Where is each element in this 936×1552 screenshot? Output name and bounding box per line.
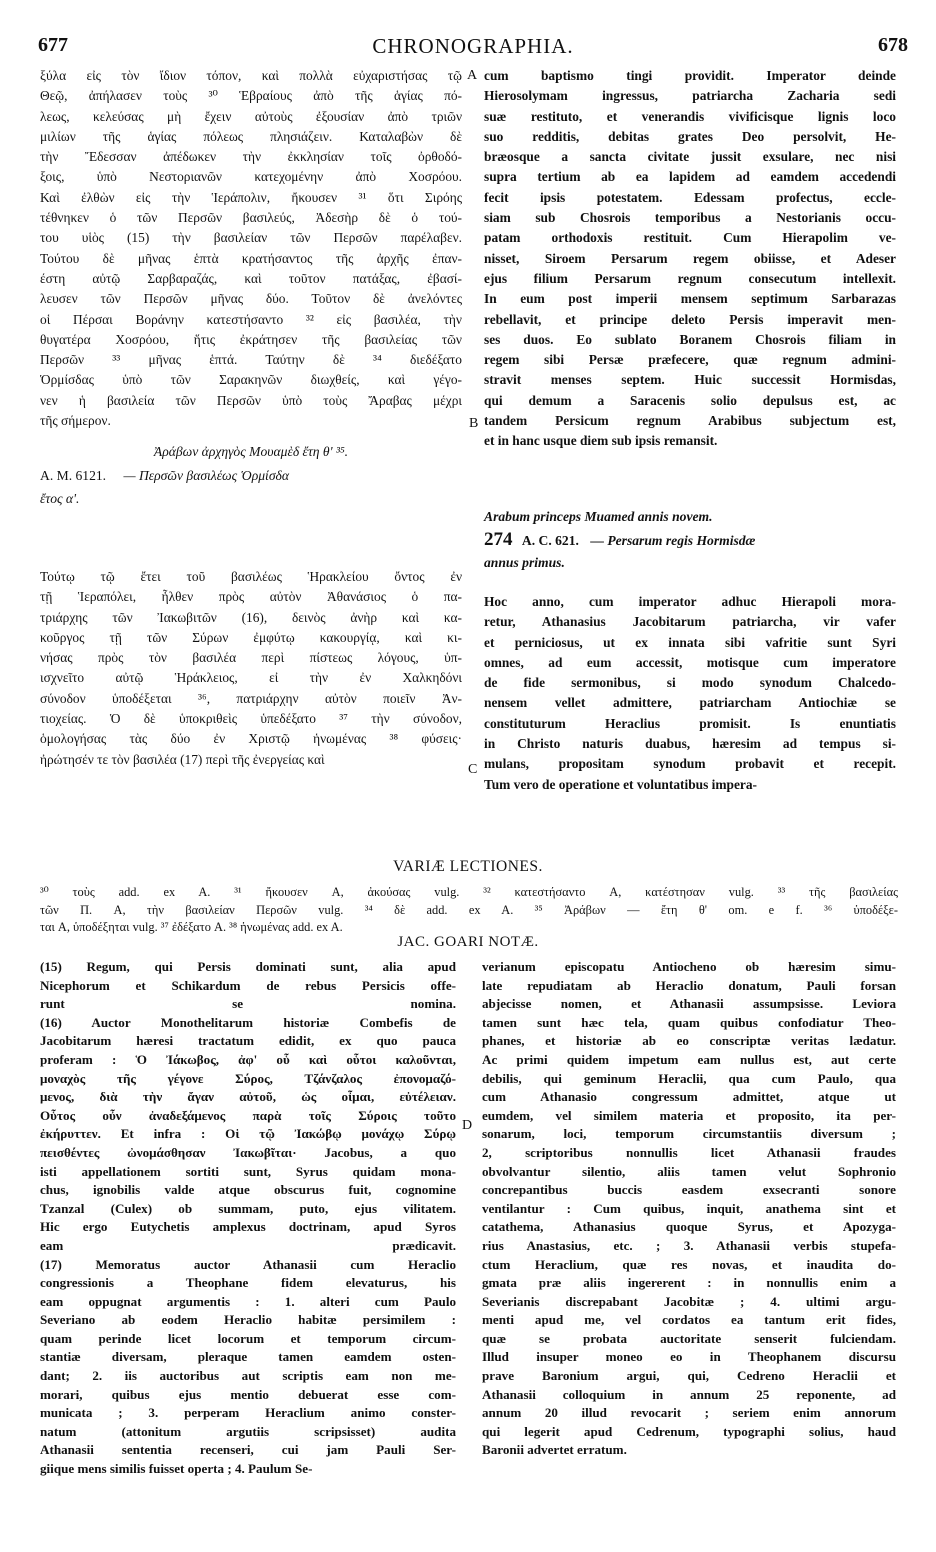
note-line: tamen sunt hæc tela, quam quibus confodiatur Theo- xyxy=(482,1014,896,1030)
greek-text-line: ὁμολογήσας τὰς δύο ἐν Χριστῷ ἡνωμένας ³⁸ φύσεις· xyxy=(40,731,462,747)
latin-text-line: Hoc anno, cum imperator adhuc Hierapoli mora- xyxy=(484,594,896,609)
note-line: Tzanzal (Culex) ob summam, puto, ejus vilitatem. xyxy=(40,1200,456,1216)
latin-text-line: retur, Athanasius Jacobitarum patriarcha, vir vafer xyxy=(484,614,896,630)
latin-text-line: in Christo naturis duabus, hæresim ad tempus si- xyxy=(484,736,896,752)
greek-heading-arab-leader: Ἀράβων ἀρχηγὸς Μουαμὲδ ἔτη θ' ³⁵. xyxy=(153,444,349,459)
note-line: prave Baronium argui, qui, Cedreno Heraclii et xyxy=(482,1368,896,1384)
greek-heading-year-first: ἔτος α'. xyxy=(40,491,80,506)
greek-text-line: τιοχείας. Ὁ δὲ ὑποκριθεὶς ὑπεδέξατο ³⁷ τὴν σύνοδον, xyxy=(40,711,462,727)
greek-text-line: Τούτῳ τῷ ἔτει τοῦ βασιλέως Ἡρακλείου ὄντος ἐν xyxy=(40,569,462,584)
latin-text-line: ses duos. Eo sublato Boranem Chosrois filiam in xyxy=(484,331,896,347)
latin-text-line: supra tertium ab ea lapidem ad eamdem accedendi xyxy=(484,169,896,185)
page-number-right: 678 xyxy=(878,34,908,56)
notes-right-column xyxy=(482,958,896,1460)
note-line: (15) Regum, qui Persis dominati sunt, alia apud xyxy=(40,959,456,974)
note-line: natum (attonitum argutiis scripsisset) audita xyxy=(40,1423,456,1439)
note-line: Ac primi quidem impetum eam nullus est, aut certe xyxy=(482,1051,896,1067)
latin-text-line: ejus filium Persarum regnum consecutum intellexit. xyxy=(484,270,896,286)
latin-text-line: nisset, Siroem Persarum regem obiisse, et Adeser xyxy=(484,250,896,266)
greek-king-heading: — Περσῶν βασιλέως Ὁρμίσδα xyxy=(123,468,289,483)
margin-letter-b: B xyxy=(469,416,479,431)
note-line: Οὗτος οὖν ἀναδεξάμενος παρὰ τοῖς Σύροις τοῦτο xyxy=(40,1107,456,1123)
note-line: runt se nomina. xyxy=(40,996,456,1012)
latin-text-line: qui demum a Saracenis solio depulsus est, ac xyxy=(484,392,896,408)
note-line: Severianis discrepabant Jacobitæ ; 4. ultimi argu- xyxy=(482,1293,896,1309)
note-line: abjecisse nomen, et Athanasii assumpsisse. Leviora xyxy=(482,996,896,1012)
note-line: annum 20 illud revocarit ; seriem enim annorum xyxy=(482,1405,896,1421)
note-line: (16) Auctor Monothelitarum historiæ Combefis de xyxy=(40,1014,456,1030)
margin-letter-d: D xyxy=(462,1118,473,1133)
note-line: debilis, qui geminum Heraclii, qua cum Paulo, qua xyxy=(482,1070,896,1086)
greek-text-line: τῇ Ἱεραπόλει, ἦλθεν πρὸς αὐτὸν Ἀθανάσιος ὁ πα- xyxy=(40,589,462,605)
latin-text-line: siam sub Chosrois temporibus a Nestorianis occu- xyxy=(484,210,896,226)
greek-text-line: λευσεν τῶν Περσῶν μῆνας δύο. Τοῦτον δὲ ἀνελόντες xyxy=(40,291,462,307)
latin-heading-year-first: annus primus. xyxy=(484,555,565,570)
greek-text-line: ξύλα εἰς τὸν ἴδιον τόπον, καὶ πολλὰ εὐχαριστήσας τῷ xyxy=(40,68,462,83)
greek-text-line: οἱ Πέρσαι Βοράνην κατεστήσαντο ³² εἰς βασιλέα, τὴν xyxy=(40,311,462,327)
note-line: μενος, διὰ τὴν ἄγαν αὐτοῦ, ὡς οἶμαι, εὐτέλειαν. xyxy=(40,1089,456,1105)
note-line: qui legerit apud Cedrenum, typographi solius, haud xyxy=(482,1423,896,1439)
latin-text-line: rebellavit, et principe deleto Persis imperavit men- xyxy=(484,311,896,327)
greek-text-line: Περσῶν ³³ μῆνας ἑπτά. Ταύτην δὲ ³⁴ διεδέξατο xyxy=(40,352,462,368)
note-line: πεισθέντες ὠνομάσθησαν Ἰακωβῖται· Jacobus, a quo xyxy=(40,1144,456,1160)
note-line: congressionis a Theophane fidem elevaturus, his xyxy=(40,1275,456,1291)
note-line: municata ; 3. perperam Heraclium animo conster- xyxy=(40,1405,456,1421)
note-line: stantiæ diversam, pleraque tamen eamdem osten- xyxy=(40,1349,456,1365)
note-line: proferam : Ὁ Ἰάκωβος, ἀφ' οὗ καὶ οὗτοι καλοῦνται, xyxy=(40,1051,456,1067)
latin-text-line: tandem Persicum regnum Arabibus subjectum est, xyxy=(484,413,896,429)
note-line: quam perinde licet locorum et temporum circum- xyxy=(40,1330,456,1346)
greek-text-line: νεν ἡ βασιλεία τῶν Περσῶν ὑπὸ τοὺς Ἄραβας μέχρι xyxy=(40,392,462,408)
greek-text-line: ξοις, ὑπὸ Νεστοριανῶν κατεχομένην ἀπὸ Χοσρόου. xyxy=(40,169,462,185)
note-line: Hic ergo Eutychetis amplexus doctrinam, apud Syros xyxy=(40,1219,456,1235)
greek-text-line: ἠρώτησέν τε τὸν βασιλέα (17) περὶ τῆς ἐνεργείας καὶ xyxy=(40,751,325,767)
page-number-left: 677 xyxy=(38,34,68,56)
latin-text-column xyxy=(484,66,896,452)
greek-heading-year xyxy=(40,464,462,488)
latin-text-line: bræosque a sancta civitate jussit exsulare, nec nisi xyxy=(484,149,896,165)
note-line: giique mens similis fuisset operta ; 4. Paulum Se- xyxy=(40,1461,313,1477)
greek-text-line: θυγατέρα Χοσρόου, ἥτις ἐκράτησεν τῆς βασιλείας τῶν xyxy=(40,331,462,347)
latin-text-line: constituturum Heraclius promisit. Is enuntiatis xyxy=(484,715,896,731)
greek-text-line: ισχνεῖτο αὐτῷ Ἡράκλειος, εἰ τὴν ἐν Χαλκηδόνι xyxy=(40,670,462,686)
note-line: eam prædicavit. xyxy=(40,1237,456,1253)
note-line: gmata præ aliis ingererent : in nonnullis enim a xyxy=(482,1275,896,1291)
note-line: eumdem, vel similem materia et proposito, ita per- xyxy=(482,1107,896,1123)
greek-text-line: σύνοδον ὑποδέξεται ³⁶, πατριάρχην αὐτὸν ποιεῖν Ἀν- xyxy=(40,690,462,706)
greek-text-column xyxy=(40,66,462,431)
latin-text-line: et perniciosus, ut ex innata sibi vafritie sunt Syri xyxy=(484,634,896,650)
latin-text-line: regem sibi Persæ præfecere, quæ regnum admini- xyxy=(484,352,896,368)
note-line: ventilantur : Cum quibus, inquit, anathema sint et xyxy=(482,1200,896,1216)
greek-text-line: του υἱὸς (15) τὴν βασιλείαν τῶν Περσῶν παρέλαβεν. xyxy=(40,230,462,246)
greek-text-line: μιλίων τῆς ἁγίας πόλεως πλησιάζειν. Καταλαβὼν δὲ xyxy=(40,128,462,144)
latin-text-line: fecit ipsis potestatem. Edessam profectus, eccle- xyxy=(484,189,896,205)
note-line: Severiano ab eodem Heraclio habitæ persimilem : xyxy=(40,1312,456,1328)
greek-text-line: Θεῷ, ἀπήλασεν τοὺς ³⁰ Ἑβραίους ἀπὸ τῆς ἁγίας πό- xyxy=(40,88,462,104)
greek-text-line: νήσας πρὸς τὸν βασιλέα περὶ πίστεως λόγους, ὑπ- xyxy=(40,650,462,666)
latin-text-line: stravit menses septem. Huic successit Hormisdas, xyxy=(484,372,896,388)
note-line: morari, quibus ejus mentio debuerat esse com- xyxy=(40,1386,456,1402)
variant-reading-line: ται A, ὑποδέξηται vulg. ³⁷ ἐδέξατο A. ³⁸ ἡνωμένας add. ex A. xyxy=(40,920,343,934)
latin-text-line: In eum post imperii mensem septimum Sarbarazas xyxy=(484,291,896,307)
latin-year-label: A. C. 621. xyxy=(521,533,579,548)
note-line: isti appellationem sortiti sunt, Syrus quidam mona- xyxy=(40,1163,456,1179)
note-line: verianum episcopatu Antiocheno ob hæresim simu- xyxy=(482,959,896,974)
latin-text-line: patam orthodoxis restituit. Cum Hierapolim ve- xyxy=(484,230,896,246)
margin-letter-a: A xyxy=(467,68,478,83)
latin-heading-block xyxy=(484,506,896,574)
greek-text-line: τὴν Ἔδεσσαν ἀπέδωκεν τὴν ἐκκλησίαν τοῖς ὀρθοδό- xyxy=(40,149,462,165)
greek-text-line: Ὁρμίσδας ὑπὸ τῶν Σαρακηνῶν διωχθείς, καὶ γέγο- xyxy=(40,372,462,388)
note-line: menti apud me, vel cordatos ea tantum erit fides, xyxy=(482,1312,896,1328)
latin-text-column-continued xyxy=(484,592,896,795)
note-line: obvolvantur silentio, aliis tamen velut Sophronio xyxy=(482,1163,896,1179)
greek-text-line: κοῦργος τῇ τῶν Σύρων ἐμφύτῳ κακουργίᾳ, καὶ κι- xyxy=(40,629,462,645)
greek-text-line: τέθνηκεν ὁ τῶν Περσῶν βασιλεύς, Ἀδεσὴρ δὲ ὁ τού- xyxy=(40,210,462,226)
latin-text-line: Tum vero de operatione et voluntatibus impera- xyxy=(484,776,758,792)
variae-lectiones-title: VARIÆ LECTIONES. xyxy=(393,858,543,875)
note-line: Baronii advertet erratum. xyxy=(482,1442,627,1458)
note-line: Athanasii colloquium in annum 25 reponente, ad xyxy=(482,1386,896,1402)
latin-text-line: suæ restituto, et venerandis vivificisque lignis loco xyxy=(484,108,896,124)
section-number: 274 xyxy=(484,529,513,550)
note-line: chus, ignobilis valde atque obscurus fuit, cognomine xyxy=(40,1182,456,1198)
note-line: 2, scriptoribus nonnullis licet Athanasii fraudes xyxy=(482,1144,896,1160)
variae-lectiones-block xyxy=(40,884,898,937)
latin-heading-arab-leader: Arabum princeps Muamed annis novem. xyxy=(484,509,713,524)
latin-heading-year xyxy=(484,528,896,552)
note-line: Athanasii sententia recenseri, cui jam Pauli Ser- xyxy=(40,1442,456,1458)
note-line: dant; 2. iis auctoribus aut scriptis eam non me- xyxy=(40,1368,456,1384)
greek-heading-block xyxy=(40,440,462,510)
greek-text-line: τριάρχης τῶν Ἰακωβιτῶν (16), δεινὸς ἀνὴρ καὶ κα- xyxy=(40,609,462,625)
latin-text-line: Hierosolymam ingressus, patriarcha Zacharia sedi xyxy=(484,88,896,104)
greek-text-line: λεως, κελεύσας μὴ ἔχειν αὐτοὺς ἐξουσίαν ἀπὸ τριῶν xyxy=(40,108,462,124)
note-line: concrepantibus buccis easdem exsecranti sonore xyxy=(482,1182,896,1198)
note-line: Illud insuper moneo eo in Theophanem discursu xyxy=(482,1349,896,1365)
latin-text-line: et in hanc usque diem sub ipsis remansit. xyxy=(484,433,718,449)
page-header xyxy=(38,30,908,64)
latin-king-heading: — Persarum regis Hormisdæ xyxy=(590,533,756,548)
variant-reading-line: ³⁰ τοὺς add. ex A. ³¹ ἤκουσεν A, ἀκούσας vulg. ³² κατεστήσαντο A, κατέστησαν vulg. ³³ τῆς βασιλείας xyxy=(40,885,898,899)
latin-text-line: suo redditis, debitas grates Deo persolvit, He- xyxy=(484,128,896,144)
variant-reading-line: τῶν Π. A, τὴν βασιλείαν Περσῶν vulg. ³⁴ δὲ add. ex A. ³⁵ Ἀράβων — ἔτη θ' om. e f. ³⁶ ὑποδέξε- xyxy=(40,902,898,917)
margin-letter-c: C xyxy=(468,762,478,777)
note-line: late repudiatam ab Heraclio donatum, Pauli forsan xyxy=(482,977,896,993)
note-line: Nicephorum et Schikardum de rebus Persicis offe- xyxy=(40,977,456,993)
greek-text-line: έστη αὐτῷ Σαρβαραζάς, καὶ τοῦτον πατάξας, ἐβασί- xyxy=(40,270,462,286)
note-line: (17) Memoratus auctor Athanasii cum Heraclio xyxy=(40,1256,456,1272)
latin-text-line: nensem vellet admittere, patriarcham Antiochiæ se xyxy=(484,695,896,711)
greek-text-line: τῆς σήμερον. xyxy=(40,413,111,429)
greek-text-line: Τούτου δὲ μῆνας ἑπτὰ κρατήσαντος τῆς ἀρχῆς ἐπαν- xyxy=(40,250,462,266)
note-line: catathema, Athanasius quoque Syrus, et Apozyga- xyxy=(482,1219,896,1235)
note-line: ctum Heraclium, quæ res novas, et inaudita do- xyxy=(482,1256,896,1272)
note-line: sonarum, loci, temporum circumstantiis diversum ; xyxy=(482,1126,896,1142)
note-line: Jacobitarum hæresi tractatum edidit, ex quo pauca xyxy=(40,1033,456,1049)
note-line: quæ se probata auctoritate senserit fulciendam. xyxy=(482,1330,896,1346)
note-line: eam oppugnat argumentis : 1. alteri cum Paulo xyxy=(40,1293,456,1309)
latin-text-line: omnes, ad eum accessit, motisque cum imperatore xyxy=(484,654,896,670)
latin-text-line: cum baptismo tingi providit. Imperator deinde xyxy=(484,68,896,83)
note-line: ἐκήρυττεν. Et infra : Οἱ τῷ Ἰακώβῳ μονάχῳ Σύρῳ xyxy=(40,1126,456,1142)
running-title: CHRONOGRAPHIA. xyxy=(372,34,574,58)
notes-title: JAC. GOARI NOTÆ. xyxy=(397,934,539,950)
note-line: phanes, et historiæ ab eo conscriptæ veritas lædatur. xyxy=(482,1033,896,1049)
note-line: rius Anastasius, etc. ; 3. Athanasii verbis stupefa- xyxy=(482,1237,896,1253)
note-line: cum Athanasio congressum admittet, atque ut xyxy=(482,1089,896,1105)
greek-year-label: Α. Μ. 6121. xyxy=(40,468,107,483)
latin-text-line: de fide sermonibus, si modo synodum Chalcedo- xyxy=(484,675,896,691)
notes-left-column xyxy=(40,958,456,1479)
greek-text-column-continued xyxy=(40,567,462,770)
latin-text-line: mulans, propositam synodum probavit et recepit. xyxy=(484,756,896,772)
note-line: μοναχὸς τῆς γέγονε Σύρος, Τζάνζαλος ἐπονομαζό- xyxy=(40,1070,456,1086)
greek-text-line: Καὶ ἐλθὼν εἰς τὴν Ἱεράπολιν, ἤκουσεν ³¹ ὅτι Σιρόης xyxy=(40,189,462,205)
